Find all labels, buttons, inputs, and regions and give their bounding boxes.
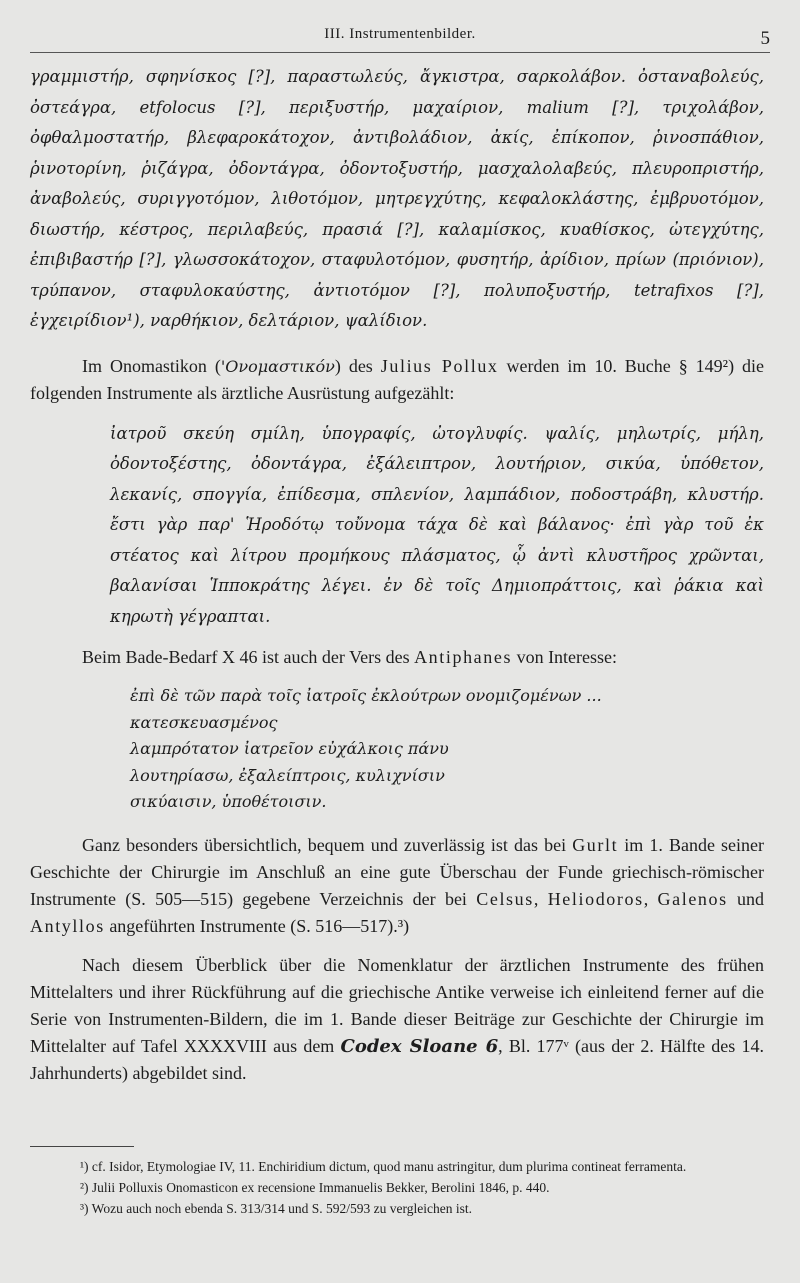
verse-line: ἐπὶ δὲ τῶν παρὰ τοῖς ἰατροῖς ἐκλούτρων ονομιζομένων ... [130,686,602,705]
author-antiphanes: Antiphanes [414,647,513,667]
verse-line: λουτηρίασω, ἐξαλείπτροις, κυλιχνίσιν [130,765,445,785]
pollux-greek-quote: ἰατροῦ σκεύη σμίλη, ὑπογραφίς, ὠτογλυφίς. ψαλίς, μηλωτρίς, μήλη, ὀδοντοξέστης, ὀδοντάγρα, ἐξάλειπτρον, λουτήριον, σικύα, ὑπόθετον, λεκανίς, σπογγία, ἐπίδεσμα, σπλενίον, λαμπάδιον, ποδοστράβη, κλυστήρ. ἔστι γὰρ παρ' Ἡροδότῳ τοὔνομα τάχα δὲ καὶ βάλανος· ἐπὶ γὰρ τοῦ ἐκ στέατος καὶ λίτρου προμήκους πλάσματος, ᾧ ἀντὶ κλυστῆρος χρῶνται, βαλανίσαι Ἱπποκράτης λέγει. ἐν δὲ τοῖς Δημιοπράττοις, καὶ ῥάκια καὶ κηρωτὴ γέγραπται. [110,423,764,626]
header-rule [30,52,770,53]
greek-instrument-list: γραμμιστήρ, σφηνίσκος [?], παραστωλεύς, ἄγκιστρα, σαρκολάβον. ὀσταναβολεύς, ὀστεάγρα, etfolocus [?], περιξυστήρ, μαχαίριον, malium [?], τριχολάβον, ὀφθαλμοστατήρ, βλεφαροκάτοχον, ἀντιβολάδιον, ἀκίς, ἐπίκοπον, ῥινοσπάθιον, ῥινοτορίνη, ῥιζάγρα, ὀδοντάγρα, ὀδοντοξυστήρ, μασχαλολαβεύς, πλευροπριστήρ, ἀναβολεύς, συριγγοτόμον, λιθοτόμον, μητρεγχύτης, κεφαλοκλάστης, ἐμβρυοτόμον, διωστήρ, κέστρος, περιλαβεύς, πρασιά [?], καλαμίσκος, κυαθίσκος, ὠτεγχύτης, ἐπιβιβαστήρ [?], γλωσσοκάτοχον, σταφυλοτόμον, φυσητήρ, ἀρίδιον, πρίων (πριόνιον), τρύπανον, σταφυλοκαύστης, ἀντιοτόμον [?], πολυποξυστήρ, tetrafixos [?], ἐγχειρίδιον¹), ναρθήκιον, δελτάριον, ψαλίδιον. [30,67,764,330]
onomastikon-greek: 'Ονομαστικόν [220,356,335,376]
codex-sloane-title: Codex Sloane 6 [340,1035,499,1057]
verse-line: κατεσκευασμένος [130,712,278,732]
pollux-intro-paragraph: Im Onomastikon ('Ονομαστικόν) des Julius Pollux werden im 10. Buche § 149²) die folgenden Instrumente als ärztliche Ausrüstung aufgezählt: [30,355,765,403]
page-number: 5 [760,28,770,49]
footnote-1: ¹) cf. Isidor, Etymologiae IV, 11. Enchiridium dictum, quod manu astringitur, dum plurima contineat ferramenta. [80,1159,687,1174]
verse-line: σικύαισιν, ὑποθέτοισιν. [130,792,327,811]
author-pollux: Julius Pollux [380,355,499,376]
gurlt-paragraph: Ganz besonders übersichtlich, bequem und zuverlässig ist das bei Gurlt im 1. Bande seiner Geschichte der Chirurgie im Anschluß an eine gute Überschau der Funde griechisch-römischer Instrumente (S. 505—515) gegebene Verzeichnis der bei Celsus, Heliodoros, Galenos und Antyllos angeführten Instrumente (S. 516—517).³) [30,834,765,936]
footnotes [30,1156,764,1219]
running-head [30,24,770,50]
footnote-3: ³) Wozu auch noch ebenda S. 313/314 und S. 592/593 zu vergleichen ist. [80,1201,473,1216]
body-text [30,62,764,1087]
footnote-2: ²) Julii Polluxis Onomasticon ex recensione Immanuelis Bekker, Berolini 1846, p. 440. [80,1180,550,1195]
bade-bedarf-paragraph: Beim Bade-Bedarf X 46 ist auch der Vers des Antiphanes von Interesse: [82,647,618,667]
running-title: III. Instrumentenbilder. [324,26,476,42]
verse-line: λαμπρότατον ἰατρεῖον εὐχάλκοις πάνυ [130,739,449,758]
codex-paragraph: Nach diesem Überblick über die Nomenklatur der ärztlichen Instrumente des frühen Mittelalters und ihrer Rückführung auf die griechische Antike verweise ich einleitend ferner auf die Serie von Instrumenten-Bildern, die im 1. Bande dieser Beiträge zur Geschichte der Chirurgie im Mittelalter auf Tafel XXXXVIII aus dem Codex Sloane 6, Bl. 177ᵛ (aus der 2. Hälfte des 14. Jahrhunderts) abgebildet sind. [30,954,764,1083]
footnote-rule [30,1146,134,1147]
antiphanes-verse [130,683,764,816]
